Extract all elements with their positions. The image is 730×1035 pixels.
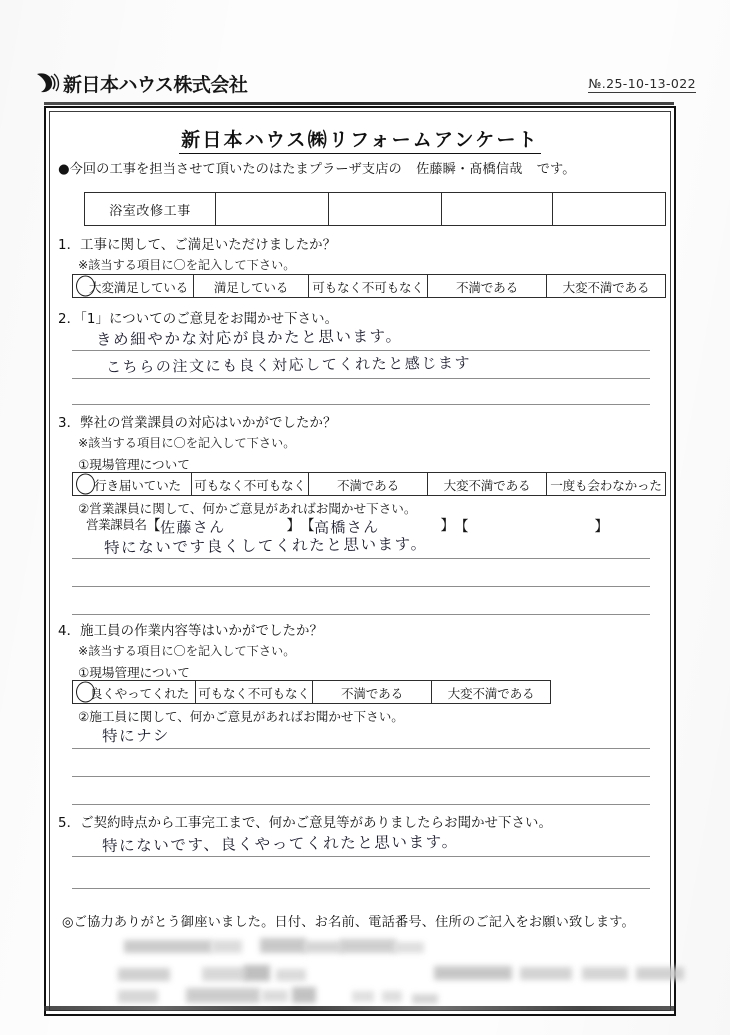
- question-4-note: ※該当する項目に〇を記入して下さい。: [78, 644, 296, 658]
- rule-line: [72, 350, 650, 351]
- question-4-sub2: ②施工員に関して、何かご意見があればお聞かせ下さい。: [78, 709, 404, 724]
- form-content: [56, 116, 664, 1006]
- scan-edge-top: [44, 102, 674, 105]
- question-4-sub1: ①現場管理について: [78, 665, 190, 680]
- question-2-answer-line-1: きめ細やかな対応が良かたと思います。: [95, 327, 403, 349]
- work-type-cell-0: 浴室改修工事: [85, 193, 216, 226]
- question-5-heading: 5．ご契約時点から工事完工まで、何かご意見等がありましたらお聞かせ下さい。: [58, 816, 553, 831]
- company-logo-icon: [34, 70, 60, 96]
- rule-line: [72, 856, 650, 857]
- rule-line: [72, 558, 650, 559]
- scan-edge-bottom: [44, 1006, 674, 1011]
- q3-option-4[interactable]: 一度も会わなかった: [547, 473, 666, 496]
- q1-option-1[interactable]: 満足している: [194, 275, 309, 298]
- rule-line: [72, 776, 650, 777]
- table-row: [73, 275, 666, 298]
- table-row: [73, 681, 551, 704]
- q3-option-0-label: 行き届いていた: [94, 477, 181, 493]
- q4-option-2[interactable]: 不満である: [313, 681, 432, 704]
- q1-option-4[interactable]: 大変不満である: [547, 275, 666, 298]
- intro-line: [58, 158, 662, 177]
- intro-staff-names: 佐藤瞬・髙橋信哉: [416, 162, 523, 177]
- question-2-answer-line-2: こちらの注文にも良く対応してくれたと感じます: [105, 353, 472, 377]
- question-3-note: ※該当する項目に〇を記入して下さい。: [78, 436, 296, 450]
- intro-prefix: ●今回の工事を担当させて頂いたのはたまプラーザ支店の: [58, 162, 402, 177]
- staff-name-value-1: 高橋さん: [314, 517, 381, 537]
- work-type-cell-4: [553, 193, 666, 226]
- q3-option-0[interactable]: [73, 473, 192, 496]
- table-row: [85, 193, 666, 226]
- rule-line: [72, 804, 650, 805]
- question-5-answer-line-1: 特にないです、良くやってくれたと思います。: [101, 832, 459, 856]
- q1-option-0[interactable]: [73, 275, 194, 298]
- document-number: №.25-10-13-022: [588, 76, 696, 91]
- question-3-sub1: ①現場管理について: [78, 457, 190, 472]
- rule-line: [72, 888, 650, 889]
- staff-name-value-2: [468, 526, 594, 528]
- work-type-cell-3: [442, 193, 553, 226]
- redacted-personal-info: [76, 938, 650, 1006]
- staff-name-bracket-1[interactable]: 【高橋さん 】: [300, 515, 454, 537]
- q3-option-2[interactable]: 不満である: [309, 473, 428, 496]
- form-title-text: 新日本ハウス㈱リフォームアンケート: [179, 129, 541, 154]
- q1-option-3[interactable]: 不満である: [428, 275, 547, 298]
- q3-option-1[interactable]: 可もなく不可もなく: [192, 473, 309, 496]
- q4-option-0-label: 良くやってくれた: [89, 685, 190, 701]
- rule-line: [72, 614, 650, 615]
- q4-option-3[interactable]: 大変不満である: [432, 681, 551, 704]
- question-4-heading: 4．施工員の作業内容等はいかがでしたか？: [58, 624, 323, 639]
- question-4-rating-table: [72, 680, 551, 704]
- q4-option-1[interactable]: 可もなく不可もなく: [196, 681, 313, 704]
- question-3-rating-table: [72, 472, 666, 496]
- staff-name-label: 営業課員名: [86, 517, 147, 532]
- rule-line: [72, 586, 650, 587]
- staff-name-bracket-0[interactable]: 【佐藤さん 】: [146, 515, 300, 537]
- q1-option-2[interactable]: 可もなく不可もなく: [309, 275, 428, 298]
- rule-line: [72, 378, 650, 379]
- rule-line: [72, 748, 650, 749]
- question-3-answer-line-1: 特にないです良くしてくれたと思います。: [103, 535, 428, 557]
- q4-option-0[interactable]: [73, 681, 196, 704]
- q1-option-0-label: 大変満足している: [88, 279, 189, 295]
- question-3-heading: 3．弊社の営業課員の対応はいかがでしたか？: [58, 416, 337, 431]
- question-1-heading: 1．工事に関して、ご満足いただけましたか？: [58, 238, 337, 253]
- company-name: 新日本ハウス株式会社: [63, 74, 248, 96]
- rule-line: [72, 404, 650, 405]
- work-type-cell-2: [329, 193, 442, 226]
- intro-suffix: です。: [536, 162, 576, 177]
- question-2-heading: 2．「1」についてのご意見をお聞かせ下さい。: [58, 312, 339, 327]
- staff-name-value-0: 佐藤さん: [160, 517, 227, 537]
- question-4-answer-line-1: 特にナシ: [101, 726, 171, 746]
- table-row: [73, 473, 666, 496]
- question-1-rating-table: [72, 274, 666, 298]
- form-title: [56, 125, 664, 152]
- question-3-sub2: ②営業課員に関して、何かご意見があればお聞かせ下さい。: [78, 501, 417, 516]
- work-type-table: [84, 192, 666, 226]
- work-type-cell-1: [216, 193, 329, 226]
- footer-thanks-note: ◎ご協力ありがとう御座いました。日付、お名前、電話番号、住所のご記入をお願い致します。: [62, 915, 635, 930]
- letterhead: [30, 68, 702, 102]
- staff-name-bracket-2[interactable]: 【 】: [454, 518, 609, 535]
- q3-option-3[interactable]: 大変不満である: [428, 473, 547, 496]
- question-1-note: ※該当する項目に〇を記入して下さい。: [78, 258, 296, 272]
